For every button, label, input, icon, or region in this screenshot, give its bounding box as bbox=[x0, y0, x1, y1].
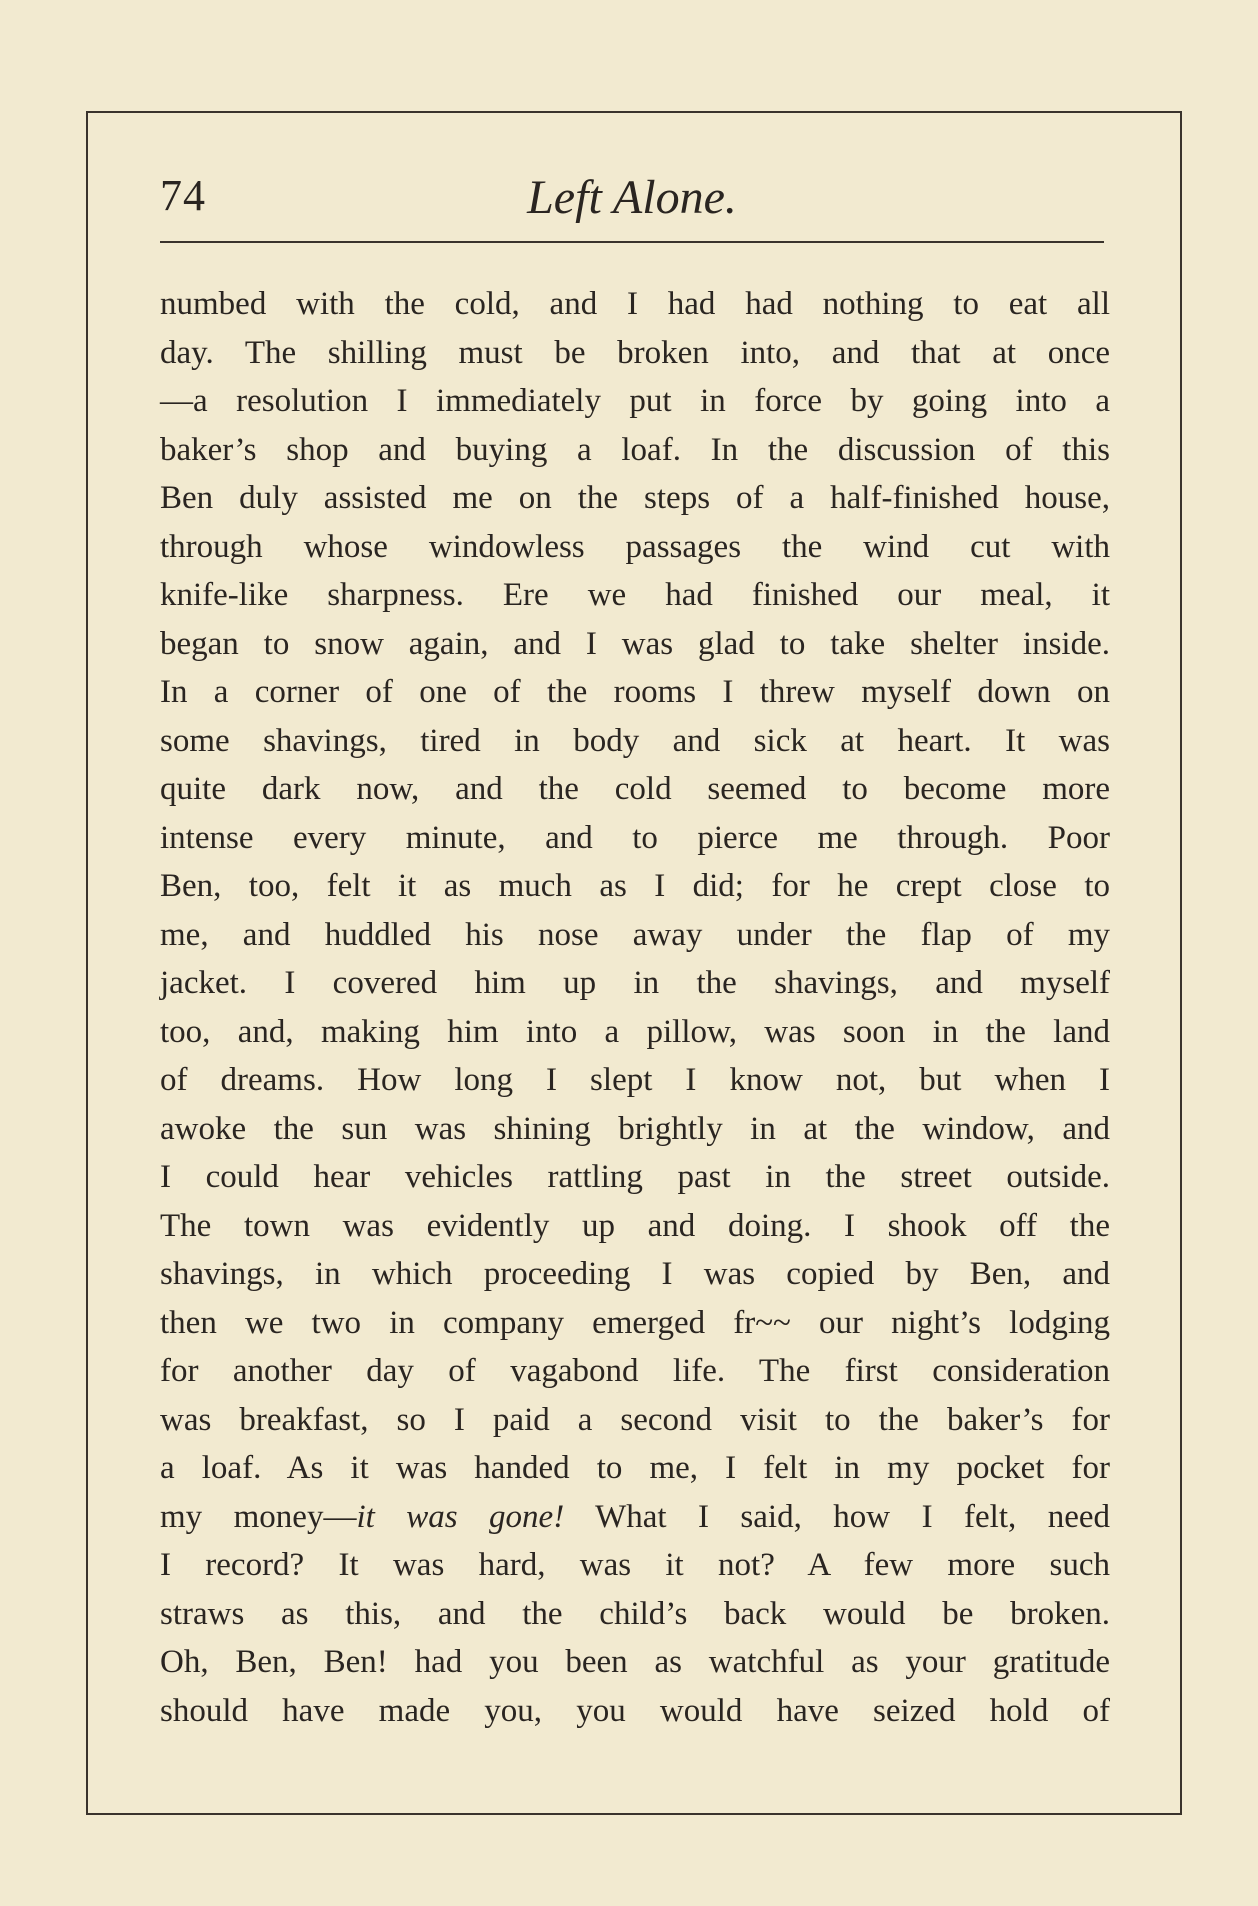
text-line-mixed bbox=[160, 1493, 1110, 1542]
text-line: then we two in company emerged fr~~ our night’s lodging bbox=[160, 1304, 1110, 1341]
text-line: some shavings, tired in body and sick at heart. It was bbox=[160, 722, 1110, 759]
text-line: me, and huddled his nose away under the flap of my bbox=[160, 916, 1110, 953]
text-run: my money— bbox=[160, 1498, 357, 1535]
text-line: I record? It was hard, was it not? A few more such bbox=[160, 1547, 1110, 1583]
text-line: awoke the sun was shining brightly in at the window, and bbox=[160, 1110, 1110, 1147]
running-title: Left Alone. bbox=[527, 171, 737, 224]
italic-emphasis: it was gone! bbox=[356, 1498, 565, 1535]
text-line: quite dark now, and the cold seemed to become more bbox=[160, 771, 1110, 807]
text-line: knife-like sharpness. Ere we had finished our meal, it bbox=[160, 577, 1110, 613]
text-line: baker’s shop and buying a loaf. In the discussion of this bbox=[160, 431, 1110, 468]
text-line: In a corner of one of the rooms I threw myself down on bbox=[160, 674, 1110, 710]
page-number: 74 bbox=[160, 171, 206, 220]
text-line: through whose windowless passages the wind cut with bbox=[160, 528, 1110, 565]
text-line: intense every minute, and to pierce me through. Poor bbox=[160, 819, 1110, 856]
text-line: of dreams. How long I slept I know not, but when I bbox=[160, 1062, 1110, 1098]
body-text bbox=[160, 280, 1110, 1735]
text-line: began to snow again, and I was glad to take shelter inside. bbox=[160, 625, 1110, 662]
text-line: day. The shilling must be broken into, and that at once bbox=[160, 334, 1110, 371]
text-line: a loaf. As it was handed to me, I felt in my pocket for bbox=[160, 1450, 1110, 1486]
text-run: What I said, how I felt, need bbox=[564, 1498, 1111, 1535]
text-line: Ben, too, felt it as much as I did; for he crept close to bbox=[160, 868, 1110, 904]
text-line: was breakfast, so I paid a second visit to the baker’s for bbox=[160, 1401, 1110, 1438]
text-line: Ben duly assisted me on the steps of a half-finished house, bbox=[160, 480, 1110, 516]
text-line: Oh, Ben, Ben! had you been as watchful as your gratitude bbox=[160, 1644, 1110, 1680]
text-line: should have made you, you would have seized hold of bbox=[160, 1692, 1110, 1729]
text-line: straws as this, and the child’s back would be broken. bbox=[160, 1595, 1110, 1632]
text-line: I could hear vehicles rattling past in the street outside. bbox=[160, 1159, 1110, 1195]
text-line: The town was evidently up and doing. I shook off the bbox=[160, 1207, 1110, 1244]
text-line: shavings, in which proceeding I was copied by Ben, and bbox=[160, 1256, 1110, 1292]
text-line: too, and, making him into a pillow, was soon in the land bbox=[160, 1013, 1110, 1050]
text-line: —a resolution I immediately put in force by going into a bbox=[160, 383, 1110, 419]
text-line: jacket. I covered him up in the shavings, and myself bbox=[160, 965, 1110, 1001]
header-rule bbox=[160, 241, 1104, 243]
text-line: for another day of vagabond life. The first consideration bbox=[160, 1353, 1110, 1389]
text-line: numbed with the cold, and I had had nothing to eat all bbox=[160, 286, 1110, 322]
